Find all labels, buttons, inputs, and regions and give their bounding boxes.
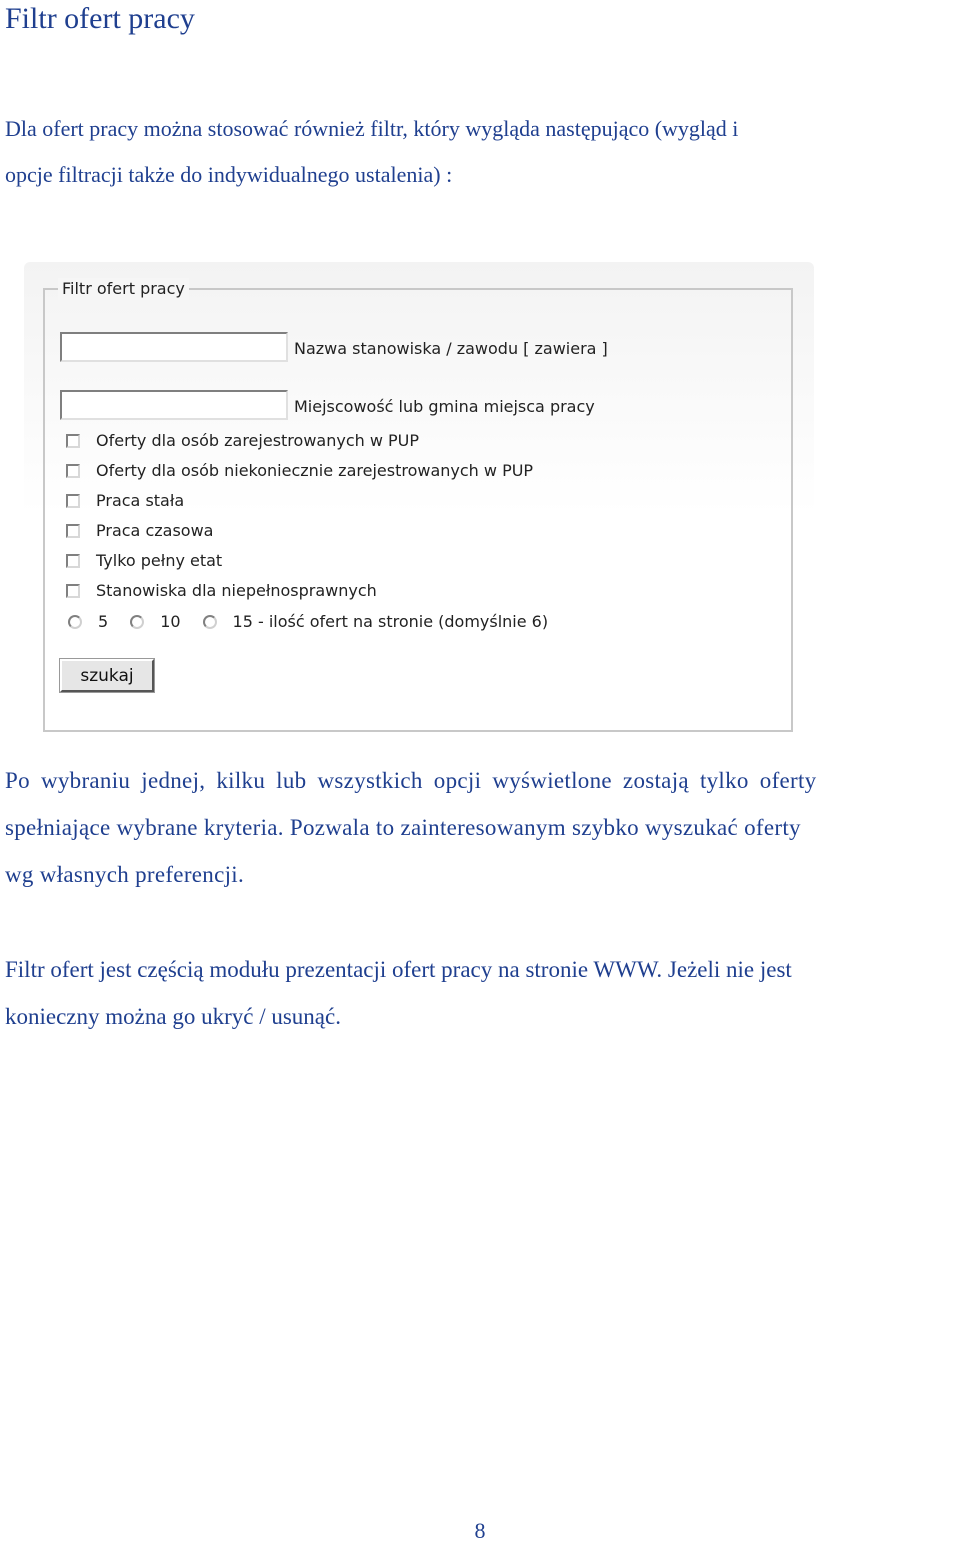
- checkbox-label: Praca stała: [96, 491, 185, 510]
- page-number: 8: [474, 1518, 486, 1543]
- module-note-paragraph: [5, 946, 960, 1040]
- search-button[interactable]: szukaj: [60, 659, 154, 692]
- radio-label: 15 - ilość ofert na stronie (domyślnie 6): [232, 612, 549, 631]
- checkbox-row-disabled-positions[interactable]: [66, 580, 377, 602]
- checkbox-label: Stanowiska dla niepełnosprawnych: [96, 581, 377, 600]
- location-input-label: Miejscowość lub gmina miejsca pracy: [294, 397, 595, 416]
- checkbox-row-registered[interactable]: [66, 430, 419, 452]
- checkbox-row-full-time[interactable]: [66, 550, 222, 572]
- radio-15[interactable]: [203, 615, 217, 629]
- checkbox-label: Praca czasowa: [96, 521, 214, 540]
- checkbox[interactable]: [66, 524, 80, 538]
- paragraph-line: konieczny można go ukryć / usunąć.: [5, 1004, 341, 1029]
- position-input-label: Nazwa stanowiska / zawodu [ zawiera ]: [294, 339, 608, 358]
- checkbox[interactable]: [66, 584, 80, 598]
- checkbox-label: Oferty dla osób zarejestrowanych w PUP: [96, 431, 420, 450]
- checkbox[interactable]: [66, 494, 80, 508]
- paragraph-line: wg własnych preferencji.: [5, 862, 245, 887]
- intro-line: opcje filtracji także do indywidualnego ustalenia) :: [5, 162, 453, 187]
- checkbox[interactable]: [66, 464, 80, 478]
- paragraph-line: Po wybraniu jednej, kilku lub wszystkich opcji wyświetlone zostają tylko oferty: [5, 768, 817, 793]
- checkbox[interactable]: [66, 434, 80, 448]
- paragraph-line: Filtr ofert jest częścią modułu prezentacji ofert pracy na stronie WWW. Jeżeli nie jest: [5, 957, 792, 982]
- position-input[interactable]: [60, 332, 288, 362]
- intro-paragraph: [5, 106, 960, 198]
- page-heading: Filtr ofert pracy: [5, 2, 195, 35]
- checkbox-row-temporary-work[interactable]: [66, 520, 213, 542]
- description-paragraph: [5, 757, 960, 898]
- location-input[interactable]: [60, 390, 288, 420]
- radio-10[interactable]: [130, 615, 144, 629]
- radio-label: 5: [98, 612, 109, 631]
- radio-label: 10: [160, 612, 181, 631]
- radio-5[interactable]: [68, 615, 82, 629]
- filter-legend: Filtr ofert pracy: [58, 278, 189, 300]
- checkbox-row-permanent-work[interactable]: [66, 490, 184, 512]
- intro-line: Dla ofert pracy można stosować również filtr, który wygląda następująco (wygląd i: [5, 116, 739, 141]
- paragraph-line: spełniające wybrane kryteria. Pozwala to zainteresowanym szybko wyszukać oferty: [5, 815, 801, 840]
- checkbox-label: Oferty dla osób niekoniecznie zarejestrowanych w PUP: [96, 461, 534, 480]
- checkbox[interactable]: [66, 554, 80, 568]
- checkbox-label: Tylko pełny etat: [96, 551, 223, 570]
- per-page-radio-group: [68, 610, 570, 634]
- checkbox-row-not-necessarily-registered[interactable]: [66, 460, 533, 482]
